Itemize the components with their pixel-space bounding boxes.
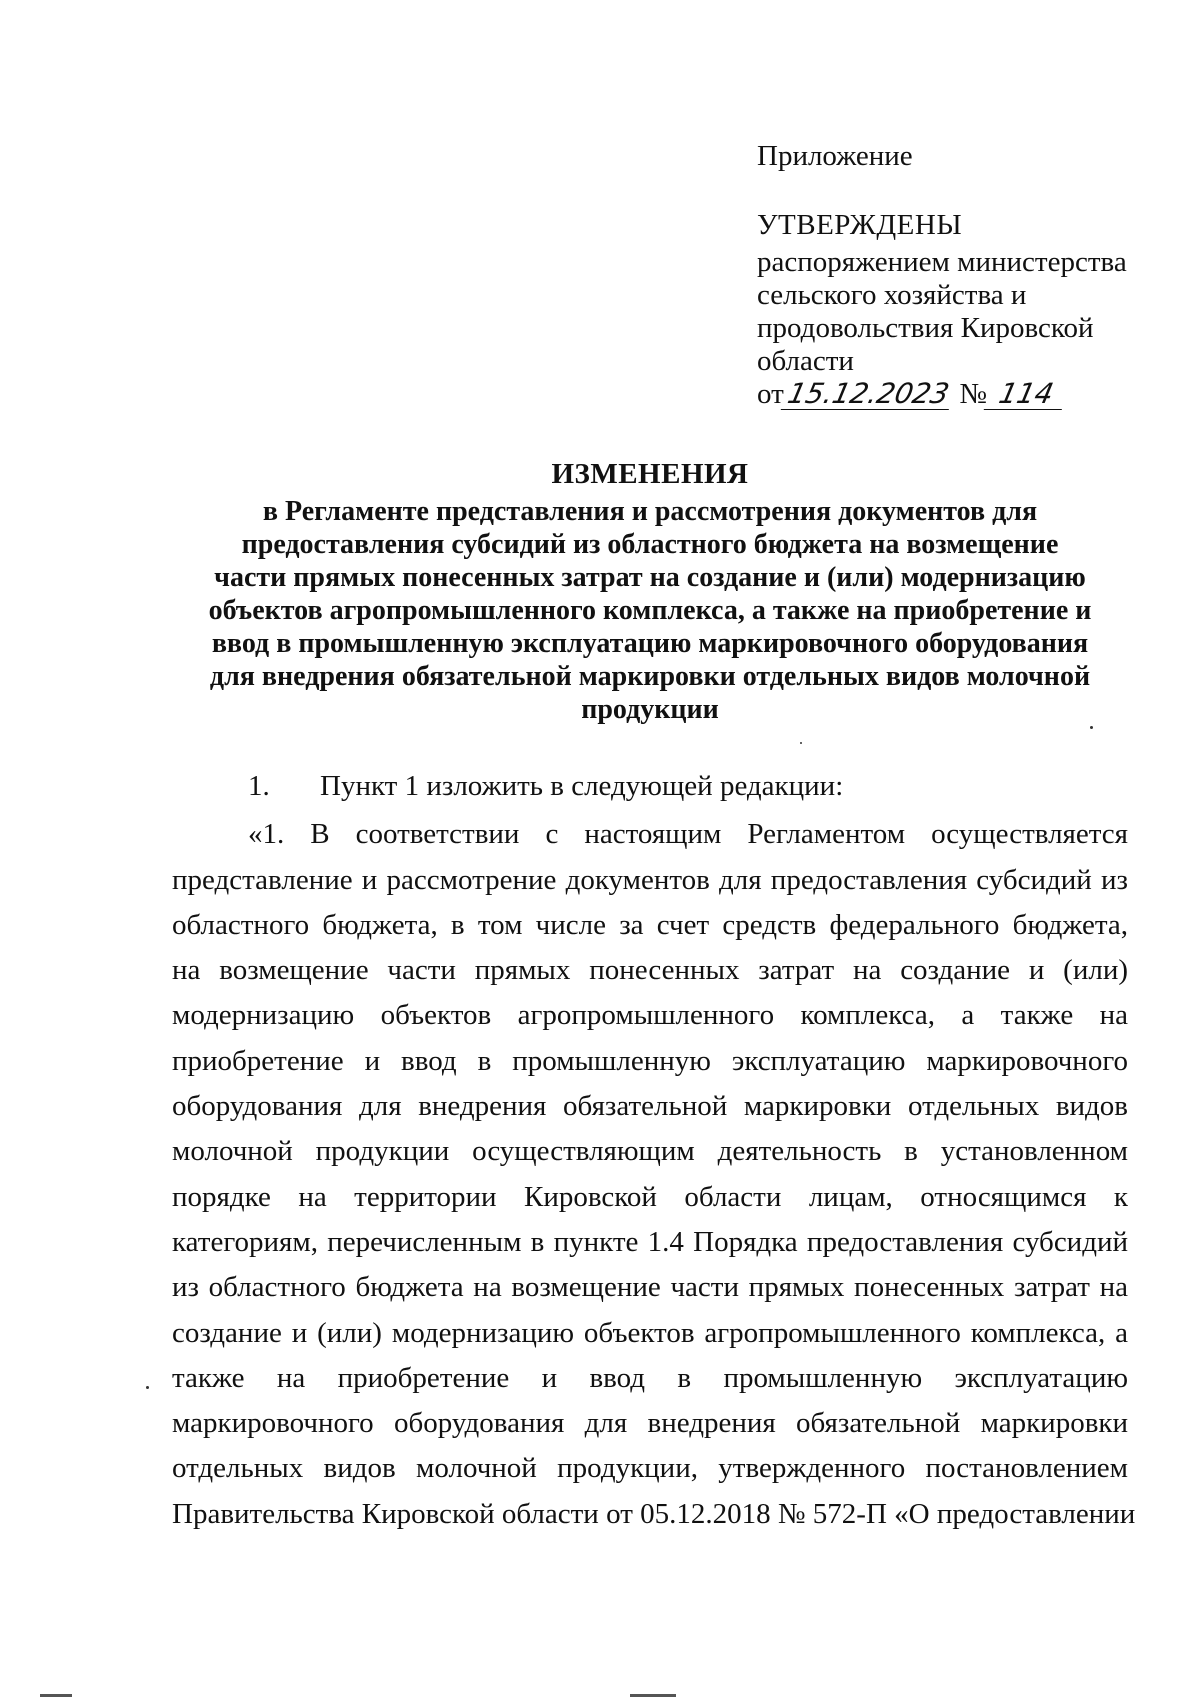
scan-speck (800, 742, 802, 744)
appendix-label: Приложение (757, 140, 913, 172)
paragraph-line: порядке на территории Кировской области лицам, относящимся к (172, 1180, 1128, 1213)
handwritten-date: 15.12.2023 (781, 379, 956, 410)
document-body (172, 764, 1136, 1537)
approval-line: сельского хозяйства и (757, 279, 1027, 311)
title-line: объектов агропромышленного комплекса, а также на приобретение и (208, 595, 1092, 626)
date-prefix: от (757, 378, 784, 410)
paragraph-line: приобретение и ввод в промышленную эксплуатацию маркировочного (172, 1044, 1128, 1077)
approval-date-row (757, 378, 1157, 411)
number-sign: № (959, 378, 988, 410)
scan-artifact (40, 1694, 72, 1697)
approval-line: продовольствия Кировской (757, 312, 1094, 344)
title-line: части прямых понесенных затрат на создание и (или) модернизацию (214, 562, 1086, 593)
paragraph-line: Правительства Кировской области от 05.12.2018 № 572-П «О предоставлении (172, 1497, 1136, 1530)
title-line: для внедрения обязательной маркировки отдельных видов молочной (209, 661, 1091, 692)
paragraph-line: областного бюджета, в том числе за счет средств федерального бюджета, (172, 908, 1128, 941)
paragraph-line: создание и (или) модернизацию объектов агропромышленного комплекса, а (172, 1316, 1128, 1349)
scan-artifact (630, 1694, 676, 1697)
document-title-block (160, 458, 1140, 726)
paragraph-line: категориям, перечисленным в пункте 1.4 Порядка предоставления субсидий (172, 1225, 1128, 1258)
paragraph-line: модернизацию объектов агропромышленного комплекса, а также на (172, 999, 1128, 1032)
item-number: 1. (248, 770, 270, 802)
approval-block (757, 140, 1157, 411)
approval-line: области (757, 345, 854, 377)
title-line: продукции (581, 694, 719, 725)
paragraph-line: на возмещение части прямых понесенных затрат на создание и (или) (172, 954, 1128, 987)
handwritten-number: 114 (984, 379, 1069, 410)
approval-line: распоряжением министерства (757, 246, 1127, 278)
paragraph-line: также на приобретение и ввод в промышленную эксплуатацию (172, 1361, 1128, 1394)
list-item (172, 764, 1128, 809)
scan-speck (146, 1386, 149, 1389)
paragraph-line: представление и рассмотрение документов для предоставления субсидий из (172, 863, 1128, 896)
title-line: в Регламенте представления и рассмотрения документов для (262, 496, 1038, 527)
paragraph-line: молочной продукции осуществляющим деятельность в установленном (172, 1135, 1128, 1168)
paragraph-line: «1. В соответствии с настоящим Регламентом осуществляется (248, 818, 1128, 851)
approved-heading: УТВЕРЖДЕНЫ (757, 209, 963, 241)
document-title: ИЗМЕНЕНИЯ (551, 458, 749, 490)
paragraph-line: маркировочного оборудования для внедрения обязательной маркировки (172, 1407, 1128, 1440)
title-line: предоставления субсидий из областного бюджета на возмещение (241, 529, 1059, 560)
item-text: Пункт 1 изложить в следующей редакции: (320, 770, 844, 802)
paragraph-line: оборудования для внедрения обязательной маркировки отдельных видов (172, 1090, 1128, 1123)
paragraph-line: отдельных видов молочной продукции, утвержденного постановлением (172, 1452, 1128, 1485)
title-line: ввод в промышленную эксплуатацию маркировочного оборудования (211, 628, 1089, 659)
scan-speck (1090, 726, 1093, 729)
paragraph-line: из областного бюджета на возмещение части прямых понесенных затрат на (172, 1271, 1128, 1304)
